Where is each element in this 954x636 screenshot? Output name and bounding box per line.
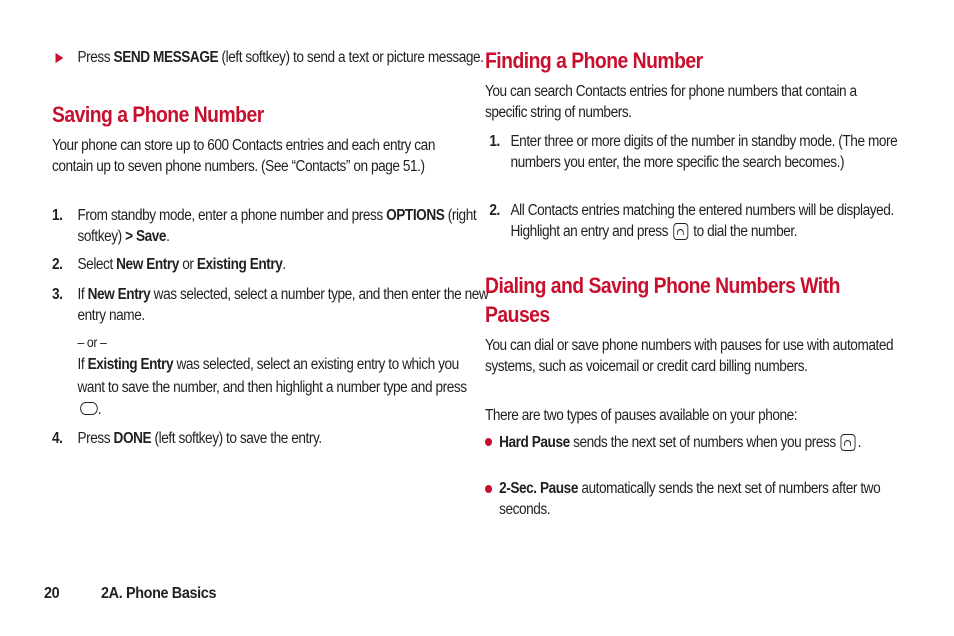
page-number: 20 (44, 585, 60, 602)
heading-saving-phone-number: Saving a Phone Number (52, 102, 264, 127)
step-3: 3. If New Entry was selected, select a number type, and then enter the new entry name. (52, 286, 489, 324)
bullet-dot (485, 485, 492, 493)
intro-bullet: Press SEND MESSAGE (left softkey) to send a text or picture message. (52, 48, 489, 69)
pauses-intro-paragraph: You can dial or save phone numbers with pauses for use with automated systems, such as voicemail or credit card billing numbers. (485, 337, 894, 375)
step-2: 2. Select New Entry or Existing Entry. (52, 256, 286, 273)
find-step-2: 2. All Contacts entries matching the entered numbers will be displayed. Highlight an entry and press to dial the number. (489, 202, 894, 240)
pause-types-paragraph: There are two types of pauses available on your phone: (485, 407, 798, 424)
talk-send-key-icon (673, 223, 688, 240)
bullet-hard-pause: Hard Pause sends the next set of numbers when you press . (485, 432, 910, 453)
bullet-2-sec-pause: 2-Sec. Pause automatically sends the next set of numbers after two seconds. (485, 479, 910, 520)
talk-send-key-icon (841, 434, 856, 451)
bullet-dot (485, 438, 492, 446)
step-4: 4. Press DONE (left softkey) to save the entry. (52, 430, 322, 447)
finding-intro-paragraph: You can search Contacts entries for phone numbers that contain a specific string of numbers. (485, 83, 857, 121)
or-divider: – or – (77, 334, 107, 350)
triangle-right-icon (56, 53, 64, 63)
step-1: 1. From standby mode, enter a phone number and press OPTIONS (right softkey) > Save. (52, 207, 477, 245)
saving-intro-paragraph: Your phone can store up to 600 Contacts entries and each entry can contain up to seven phone numbers. (See “Contacts” on page 51.) (52, 137, 435, 175)
step-3-alternative: If Existing Entry was selected, select an existing entry to which you want to save the number, and then highlight a number type and press . (77, 356, 467, 418)
find-step-1: 1. Enter three or more digits of the number in standby mode. (The more numbers you enter, the more specific the search becomes.) (489, 133, 898, 171)
heading-finding-phone-number: Finding a Phone Number (485, 48, 703, 73)
heading-dialing-with-pauses: Dialing and Saving Phone Numbers With Pauses (485, 273, 840, 327)
footer-section-title: 2A. Phone Basics (101, 585, 217, 602)
oval-menu-ok-key-icon (80, 402, 98, 415)
